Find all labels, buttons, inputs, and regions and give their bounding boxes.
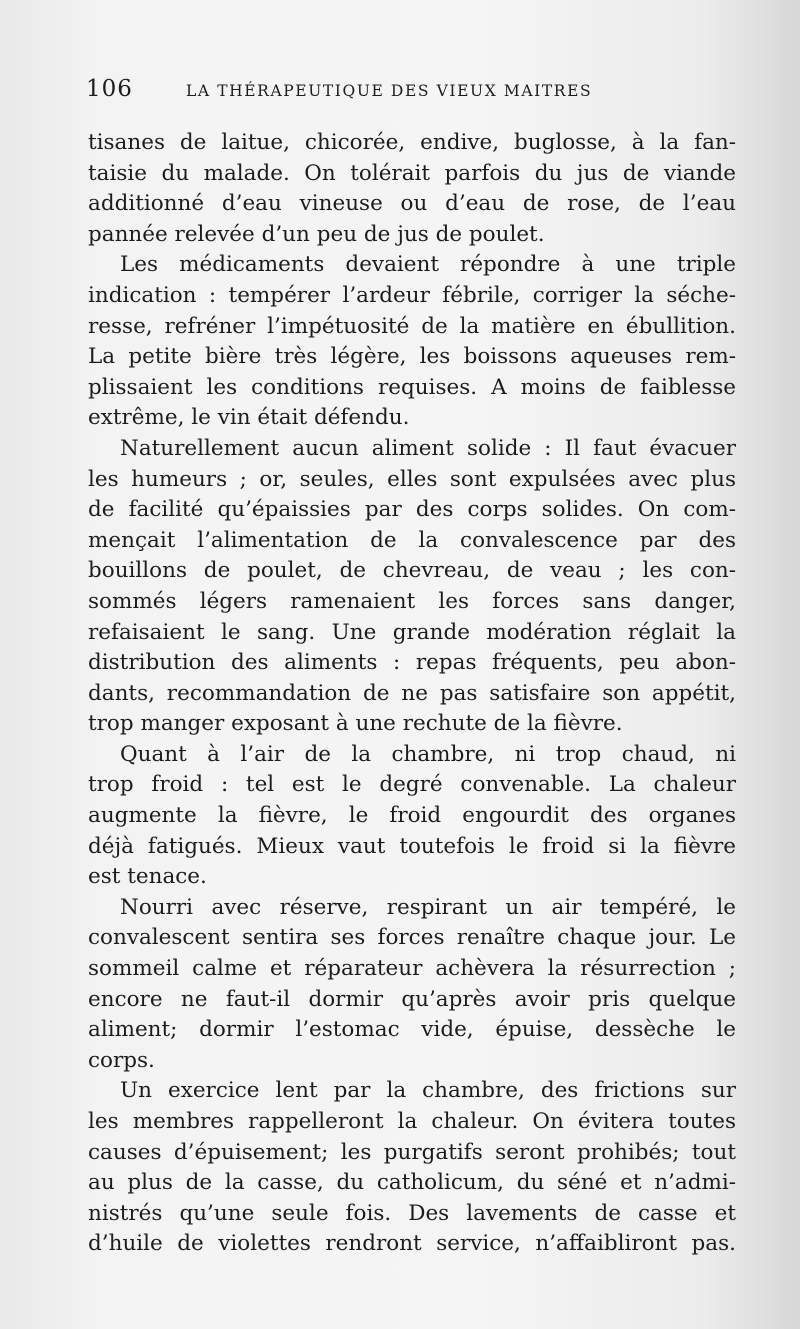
text-line: tisanes de laitue, chicorée, endive, buglosse, à la fan- [88, 130, 736, 155]
text-line: les membres rappelleront la chaleur. On évitera toutes [88, 1109, 736, 1134]
text-line: au plus de la casse, du catholicum, du séné et n’admi- [88, 1170, 736, 1196]
text-line: de facilité qu’épaissies par des corps solides. On com- [88, 497, 736, 523]
text-line: bouillons de poulet, de chevreau, de veau ; les con- [88, 558, 736, 584]
text-line: resse, refréner l’impétuosité de la matière en ébullition. [88, 313, 736, 339]
text-line: augmente la fièvre, le froid engourdit des organes [88, 803, 736, 829]
body-text [88, 128, 736, 1260]
text-line: d’huile de violettes rendront service, n’affaibliront pas. [88, 1231, 736, 1257]
text-line: extrême, le vin était défendu. [88, 405, 410, 431]
text-line: corps. [88, 1047, 155, 1073]
text-line: distribution des aliments : repas fréquents, peu abon- [88, 650, 736, 676]
text-line: sommés légers ramenaient les forces sans danger, [88, 588, 736, 614]
text-line: dants, recommandation de ne pas satisfaire son appétit, [88, 680, 736, 706]
text-line: les humeurs ; or, seules, elles sont expulsées avec plus [88, 466, 736, 492]
text-line: trop froid : tel est le degré convenable. La chaleur [88, 772, 736, 798]
text-line: Nourri avec réserve, respirant un air tempéré, le [120, 894, 736, 920]
text-line: La petite bière très légère, les boissons aqueuses rem- [88, 344, 736, 370]
running-title: LA THÉRAPEUTIQUE DES VIEUX MAITRES [186, 82, 593, 100]
text-line: mençait l’alimentation de la convalescence par des [88, 527, 736, 553]
text-line: est tenace. [88, 864, 207, 890]
text-line: additionné d’eau vineuse ou d’eau de rose, de l’eau [88, 191, 736, 217]
text-line: Un exercice lent par la chambre, des frictions sur [120, 1078, 736, 1104]
text-line: indication : tempérer l’ardeur fébrile, corriger la séche- [88, 282, 736, 308]
text-line: déjà fatigués. Mieux vaut toutefois le froid si la fièvre [88, 833, 736, 859]
text-line: causes d’épuisement; les purgatifs seront prohibés; tout [88, 1139, 736, 1165]
text-line: nistrés qu’une seule fois. Des lavements de casse et [88, 1200, 736, 1226]
text-line: pannée relevée d’un peu de jus de poulet. [88, 221, 545, 247]
text-line: Naturellement aucun aliment solide : Il faut évacuer [120, 435, 736, 461]
text-line: aliment; dormir l’estomac vide, épuise, dessèche le [88, 1017, 736, 1043]
running-head [86, 76, 746, 106]
text-line: plissaient les conditions requises. A moins de faiblesse [88, 374, 736, 400]
text-line: convalescent sentira ses forces renaître chaque jour. Le [88, 925, 736, 951]
text-line: sommeil calme et réparateur achèvera la résurrection ; [88, 956, 736, 982]
text-line: Quant à l’air de la chambre, ni trop chaud, ni [120, 741, 736, 767]
page-number: 106 [86, 76, 133, 102]
text-line: encore ne faut-il dormir qu’après avoir pris quelque [88, 986, 736, 1012]
text-line: trop manger exposant à une rechute de la fièvre. [88, 711, 623, 737]
text-line: refaisaient le sang. Une grande modération réglait la [88, 619, 736, 645]
text-line: Les médicaments devaient répondre à une triple [120, 252, 736, 278]
text-line: taisie du malade. On tolérait parfois du jus de viande [88, 160, 736, 186]
